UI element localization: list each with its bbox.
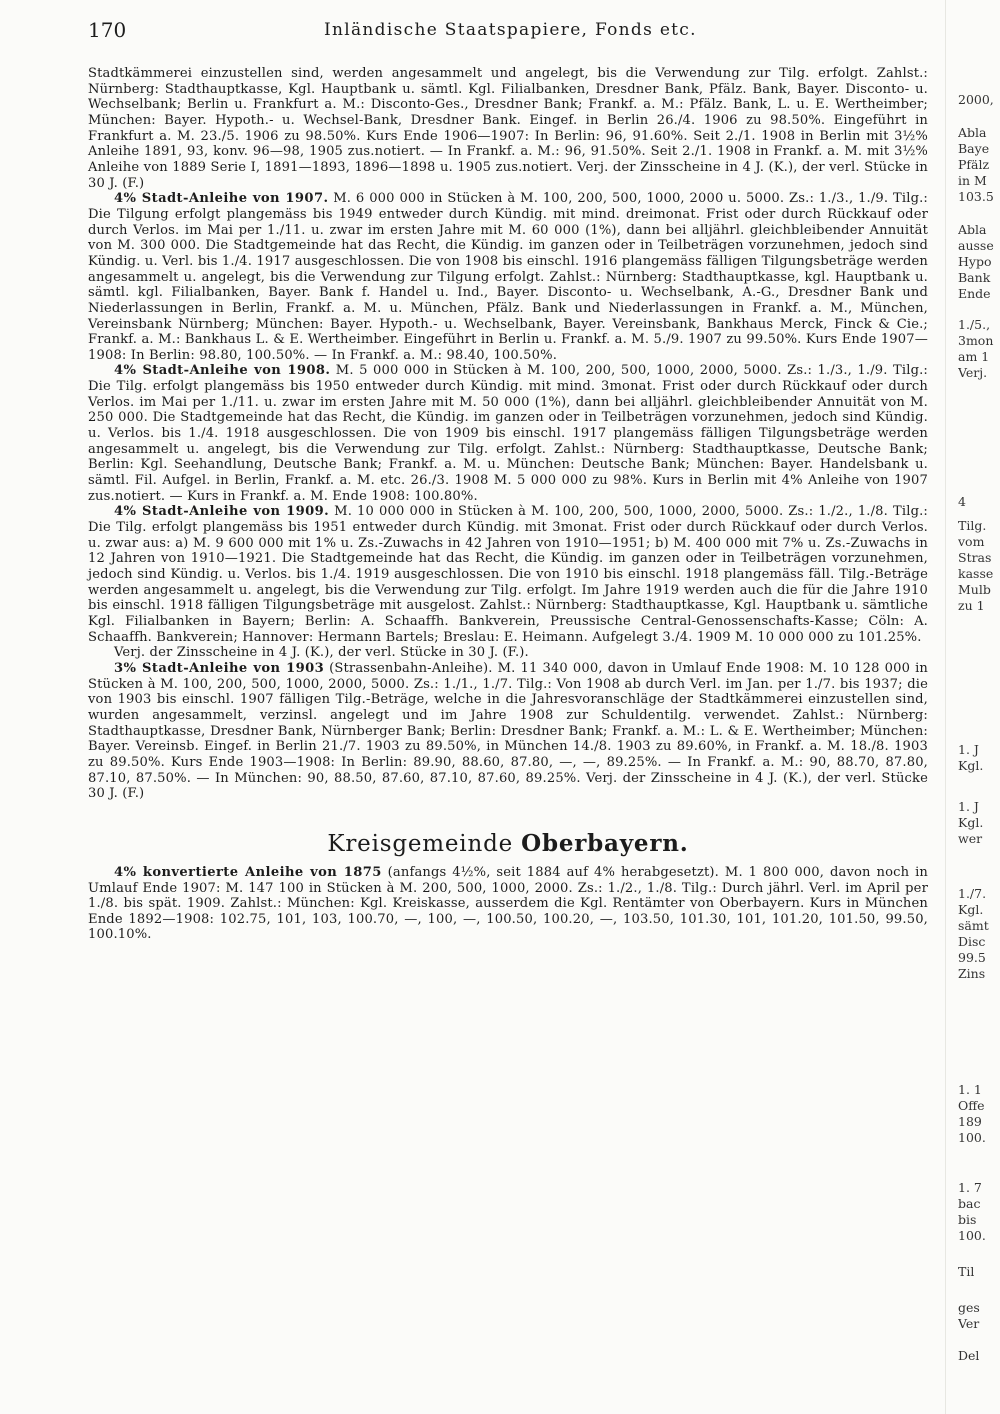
margin-fragment: 1. 1: [958, 1082, 982, 1097]
entry-stadt-anleihe-1903: [88, 661, 928, 802]
entry-body: M. 10 000 000 in Stücken à M. 100, 200, 500, 1000, 2000, 5000. Zs.: 1./2., 1./8. Tilg.: Die Tilg. erfolgt plangemäss bis 1951 entweder durch Kündig. mit 3monat. Frist oder durch Rückkauf oder durch Verlos. u. zwar aus: a) M. 9 600 000 mit 1% u. Zs.-Zuwachs in 42 Jahren von 1910—1951; b) M. 400 000 mit 7% u. Zs.-Zuwachs in 12 Jahren von 1910—1921. Die Stadtgemeinde hat das Recht, die Kündig. im ganzen oder in Teilbeträgen vorzunehmen, jedoch sind Kündig. u. Verlos. bis 1./4. 1919 ausgeschlossen. Die von 1910 bis einschl. 1918 plangemäss fäll. Tilg.-Beträge werden angesammelt u. angelegt, bis die Verwendung zur Tilg. erfolgt. Im Jahre 1919 werden auch die für die Jahre 1910 bis einschl. 1918 fälligen Tilgungsbeträge mit ausgelost. Zahlst.: Nürnberg: Stadthauptkasse, Kgl. Hauptbank u. sämtliche Kgl. Filialbanken in Bayern; Berlin: A. Schaaffh. Bankverein, Preussische Central-Genossenschafts-Kasse; Cöln: A. Schaaffh. Bankverein; Hannover: Hermann Bartels; Breslau: E. Heimann. Aufgelegt 3./4. 1909 M. 10 000 000 zu 101.25%.: [88, 504, 928, 645]
margin-fragment: 2000,: [958, 92, 994, 107]
entry-heading: 3% Stadt-Anleihe von 1903: [114, 660, 325, 676]
running-title: Inländische Staatspapiere, Fonds etc.: [324, 20, 697, 40]
main-text-column: [88, 66, 928, 943]
entry-body: M. 6 000 000 in Stücken à M. 100, 200, 500, 1000, 2000 u. 5000. Zs.: 1./3., 1./9. Tilg.: Die Tilgung erfolgt plangemäss bis 1949 entweder durch Kündig. mit mind. dreimonat. Frist oder durch Rückkauf oder durch Verlos. im Mai per 1./11. u. zwar im ersten Jahre mit M. 60 000 (1%), dann bei alljährl. gleichbleibender Annuität von M. 300 000. Die Stadtgemeinde hat das Recht, die Kündig. im ganzen oder in Teilbeträgen vorzunehmen, jedoch sind Kündig. u. Verl. bis 1./4. 1917 ausgeschlossen. Die von 1908 bis einschl. 1916 plangemäss fälligen Tilgungsbeträge werden angesammelt u. angelegt, bis die Verwendung zur Tilgung erfolgt. Zahlst.: Nürnberg: Stadthauptkasse, kgl. Hauptbank u. sämtl. kgl. Filialbanken, Bayer. Bank f. Handel u. Ind., Bayer. Disconto- u. Wechselbank, A.-G., Dresdner Bank und Niederlassungen in Berlin, Frankf. a. M. u. München, Pfälz. Bank und Niederlassungen in Frankf. a. M., München, Vereinsbank Nürnberg; München: Bayer. Hypoth.- u. Wechselbank, Bayer. Vereinsbank, Bankhaus Merck, Finck & Cie.; Frankf. a. M.: Bankhaus L. & E. Wertheimber. Eingeführt in Berlin u. Frankf. a. M. 5./9. 1907 zu 99.50%. Kurs Ende 1907—1908: In Berlin: 98.80, 100.50%. — In Frankf. a. M.: 98.40, 100.50%.: [88, 191, 928, 363]
entry-heading: 4% Stadt-Anleihe von 1909.: [114, 504, 330, 520]
margin-fragment: Verj.: [958, 365, 988, 380]
margin-fragment: 99.5: [958, 950, 986, 965]
margin-fragment: ges: [958, 1300, 980, 1315]
margin-fragment: Zins: [958, 966, 986, 981]
margin-fragment: Tilg.: [958, 518, 987, 533]
margin-fragment: Abla: [958, 222, 987, 237]
margin-fragment: ausse: [958, 238, 994, 253]
margin-fragment: 103.5: [958, 189, 994, 204]
margin-fragment: Ende: [958, 286, 991, 301]
margin-fragment: Mulb: [958, 582, 991, 597]
entry-heading: 4% Stadt-Anleihe von 1908.: [114, 363, 331, 379]
margin-fragment: Hypo: [958, 254, 992, 269]
margin-fragment: sämt: [958, 918, 989, 933]
margin-fragment: kasse: [958, 566, 994, 581]
entry-body: (anfangs 4½%, seit 1884 auf 4% herabgesetzt). M. 1 800 000, davon noch in Umlauf Ende 1907: M. 147 100 in Stücken à M. 200, 500, 1000, 2000. Zs.: 1./2., 1./8. Tilg.: Durch jährl. Verl. im April per 1./8. bis spät. 1909. Zahlst.: München: Kgl. Kreiskasse, ausserdem die Kgl. Rentämter von Oberbayern. Kurs in München Ende 1892—1908: 102.75, 101, 103, 100.70, —, 100, —, 100.50, 100.20, —, 103.50, 101.30, 101, 101.20, 101.50, 99.50, 100.10%.: [88, 864, 928, 943]
margin-fragment: Til: [958, 1264, 975, 1279]
margin-fragment: 189: [958, 1114, 982, 1129]
paragraph-continuation: Stadtkämmerei einzustellen sind, werden angesammelt und angelegt, bis die Verwendung zur Tilg. erfolgt. Zahlst.: Nürnberg: Stadthauptkasse, Kgl. Hauptbank u. sämtl. Kgl. Filialbanken, Dresdner Bank, Pfälz. Bank, Bayer. Disconto- u. Wechselbank; Berlin u. Frankfurt a. M.: Disconto-Ges., Dresdner Bank; Frankf. a. M.: Pfälz. Bank, L. u. E. Wertheimber; München: Bayer. Hypoth.- u. Wechsel-Bank, Dresdner Bank. Eingef. in Berlin 26./4. 1906 zu 98.50%. Eingeführt in Frankfurt a. M. 23./5. 1906 zu 98.50%. Kurs Ende 1906—1907: In Berlin: 96, 91.60%. Seit 2./1. 1908 in Berlin mit 3½% Anleihe 1891, 93, konv. 96—98, 1905 zus.notiert. — In Frankf. a. M.: 96, 91.50%. Seit 2./1. 1908 in Frankf. a. M. mit 3½% Anleihe von 1889 Serie I, 1891—1893, 1896—1898 u. 1905 zus.notiert. Verj. der Zinsscheine in 4 J. (K.), der verl. Stücke in 30 J. (F.): [88, 66, 928, 191]
next-page-margin-fragments: [958, 0, 1000, 1414]
margin-fragment: Disc: [958, 934, 986, 949]
margin-fragment: zu 1: [958, 598, 985, 613]
margin-fragment: Baye: [958, 141, 990, 156]
margin-fragment: Kgl.: [958, 758, 984, 773]
entry-kreis-anleihe-1875: [88, 865, 928, 943]
margin-fragment: am 1: [958, 349, 990, 364]
margin-fragment: 1./5.,: [958, 317, 991, 332]
margin-fragment: Stras: [958, 550, 992, 565]
margin-fragment: 1. 7: [958, 1180, 982, 1195]
entry-body: M. 5 000 000 in Stücken à M. 100, 200, 500, 1000, 2000, 5000. Zs.: 1./3., 1./9. Tilg.: Die Tilg. erfolgt plangemäss bis 1950 entweder durch Kündig. mit mind. 3monat. Frist oder durch Rückkauf oder durch Verlos. im Mai per 1./11. u. zwar im ersten Jahre mit M. 50 000 (1%), dann bei alljährl. gleichbleibender Annuität von M. 250 000. Die Stadtgemeinde hat das Recht, die Kündig. im ganzen oder in Teilbeträgen vorzunehmen, jedoch sind Kündig. u. Verlos. bis 1./4. 1918 ausgeschlossen. Die von 1909 bis einschl. 1917 plangemäss fälligen Tilgungsbeträge werden angesammelt u. angelegt, bis die Verwendung zur Tilg. erfolgt. Zahlst.: Nürnberg: Stadthauptkasse, Deutsche Bank; Berlin: Kgl. Seehandlung, Deutsche Bank; Frankf. a. M. u. München: Deutsche Bank; München: Bayer. Handelsbank u. sämtl. Fil. Aufgel. in Berlin, Frankf. a. M. etc. 26./3. 1908 M. 5 000 000 zu 98%. Kurs in Berlin mit 4% Anleihe von 1907 zus.notiert. — Kurs in Frankf. a. M. Ende 1908: 100.80%.: [88, 363, 928, 504]
margin-fragment: Kgl.: [958, 815, 984, 830]
margin-fragment: 1. J: [958, 799, 979, 814]
margin-fragment: Abla: [958, 125, 987, 140]
entry-stadt-anleihe-1907: [88, 191, 928, 363]
margin-fragment: in M: [958, 173, 987, 188]
entry-stadt-anleihe-1908: [88, 363, 928, 504]
margin-fragment: 100.: [958, 1228, 986, 1243]
margin-fragment: vom: [958, 534, 985, 549]
margin-fragment: Offe: [958, 1098, 985, 1113]
section-heading: [88, 830, 928, 857]
margin-fragment: bis: [958, 1212, 977, 1227]
page-header: [88, 18, 928, 48]
section-heading-name: Oberbayern.: [521, 829, 689, 857]
margin-fragment: Pfälz: [958, 157, 990, 172]
entry-heading: 4% konvertierte Anleihe von 1875: [114, 864, 382, 880]
margin-fragment: 4: [958, 494, 966, 509]
margin-fragment: bac: [958, 1196, 981, 1211]
margin-fragment: Del: [958, 1348, 980, 1363]
margin-fragment: Kgl.: [958, 902, 984, 917]
entry-body: (Strassenbahn-Anleihe). M. 11 340 000, davon in Umlauf Ende 1908: M. 10 128 000 in Stücken à M. 100, 200, 500, 1000, 2000, 5000. Zs.: 1./1., 1./7. Tilg.: Von 1908 ab durch Verl. im Jan. per 1./7. bis 1937; die von 1903 bis einschl. 1907 fälligen Tilg.-Beträge, welche in die Jahresvoranschläge der Stadtkämmerei einzustellen sind, wurden angesammelt, verzinsl. angelegt und im Jahre 1908 zur Schuldentilg. verwendet. Zahlst.: Nürnberg: Stadthauptkasse, Dresdner Bank, Nürnberger Bank; Berlin: Dresdner Bank; Frankf. a. M.: L. & E. Wertheimber; München: Bayer. Vereinsb. Eingef. in Berlin 21./7. 1903 zu 89.50%, in München 14./8. 1903 zu 89.60%, in Frankf. a. M. 18./8. 1903 zu 89.50%. Kurs Ende 1903—1908: In Berlin: 89.90, 88.60, 87.80, —, —, 89.25%. — In Frankf. a. M.: 90, 88.70, 87.80, 87.10, 87.50%. — In München: 90, 88.50, 87.60, 87.10, 87.60, 89.25%. Verj. der Zinsscheine in 4 J. (K.), der verl. Stücke 30 J. (F.): [88, 660, 928, 802]
gutter-divider: [945, 0, 946, 1414]
margin-fragment: Bank: [958, 270, 991, 285]
margin-fragment: 1. J: [958, 742, 979, 757]
margin-fragment: 3mon: [958, 333, 994, 348]
entry-heading: 4% Stadt-Anleihe von 1907.: [114, 191, 329, 207]
entry-stadt-anleihe-1909: [88, 504, 928, 645]
page-number: 170: [88, 18, 127, 42]
section-heading-prefix: Kreisgemeinde: [327, 830, 522, 857]
margin-fragment: 100.: [958, 1130, 986, 1145]
margin-fragment: wer: [958, 831, 983, 846]
entry-note-verjaehrung: Verj. der Zinsscheine in 4 J. (K.), der verl. Stücke in 30 J. (F.).: [114, 645, 529, 661]
margin-fragment: Ver: [958, 1316, 980, 1331]
margin-fragment: 1./7.: [958, 886, 987, 901]
